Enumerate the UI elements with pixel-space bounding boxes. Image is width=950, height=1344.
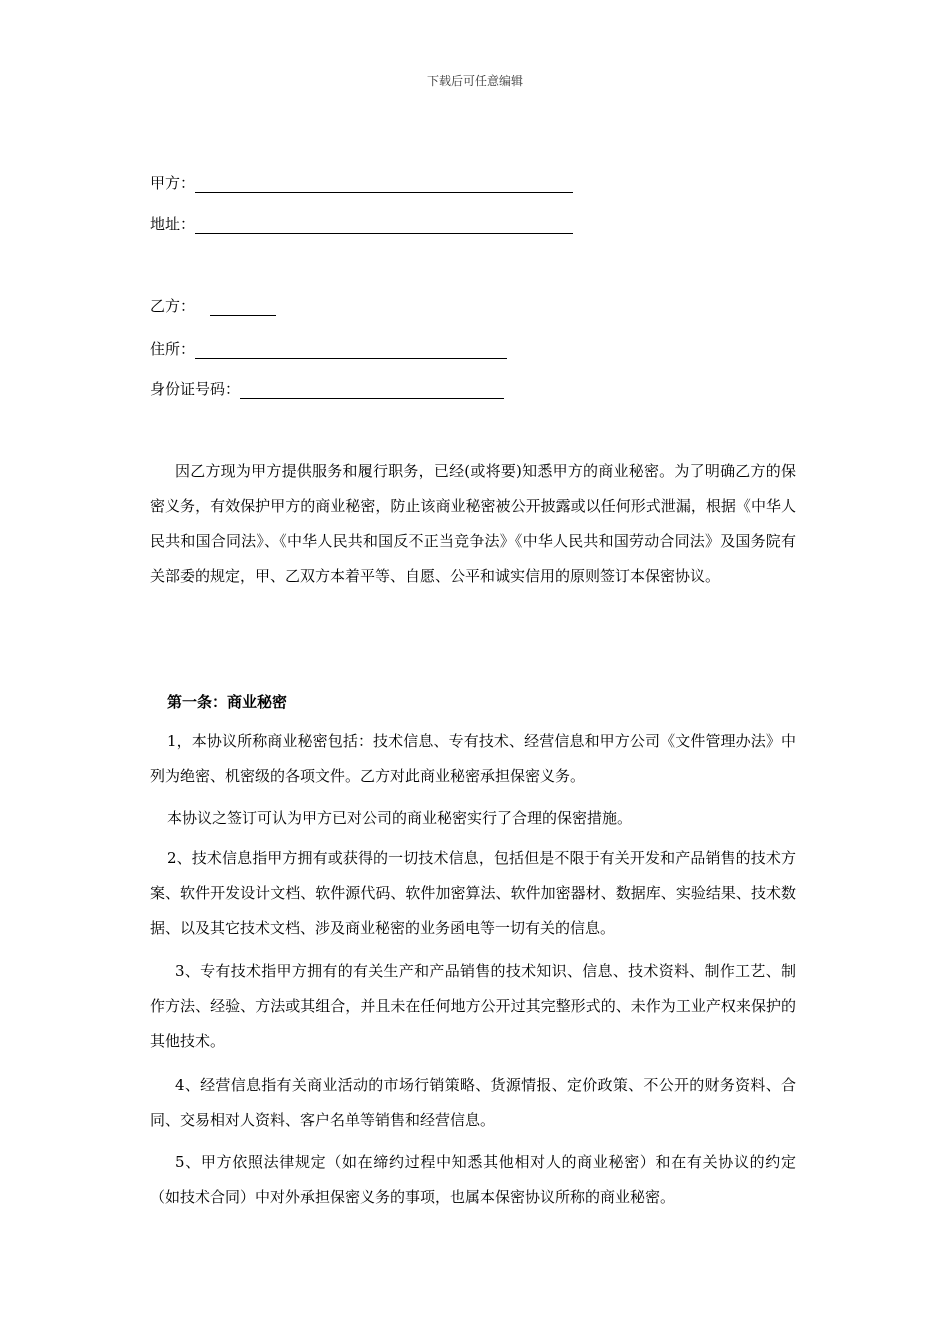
preamble-paragraph: 因乙方现为甲方提供服务和履行职务，已经(或将要)知悉甲方的商业秘密。为了明确乙方的保密义务，有效保护甲方的商业秘密，防止该商业秘密被公开披露或以任何形式泄漏，根据《中华人民共和国合同法》、《中华人民共和国反不正当竞争法》《中华人民共和国劳动合同法》及国务院有关部委的规定，甲、乙双方本着平等、自愿、公平和诚实信用的原则签订本保密协议。 xyxy=(150,462,796,585)
page-header: 下载后可任意编辑 xyxy=(426,74,523,88)
party-b-field xyxy=(150,296,276,316)
party-a-label: 甲方： xyxy=(150,174,196,192)
party-b-id-field xyxy=(150,379,504,399)
article1-title: 第一条：商业秘密 xyxy=(167,693,288,711)
clause-3: 3、专有技术指甲方拥有的有关生产和产品销售的技术知识、信息、技术资料、制作工艺、制作方法、经验、方法或其组合，并且未在任何地方公开过其完整形式的、未作为工业产权来保护的其他技术。 xyxy=(150,962,796,1050)
party-b-residence-blank xyxy=(195,340,507,359)
party-b-id-blank xyxy=(240,380,504,399)
party-a-address-blank xyxy=(195,215,573,234)
party-b-residence-label: 住所： xyxy=(150,340,196,358)
clause-1-note: 本协议之签订可认为甲方已对公司的商业秘密实行了合理的保密措施。 xyxy=(167,809,633,827)
party-a-field xyxy=(150,173,573,193)
party-b-residence-field xyxy=(150,339,507,359)
party-b-blank xyxy=(210,297,276,316)
clause-4: 4、经营信息指有关商业活动的市场行销策略、货源情报、定价政策、不公开的财务资料、合同、交易相对人资料、客户名单等销售和经营信息。 xyxy=(150,1076,796,1129)
party-b-label: 乙方： xyxy=(150,297,196,315)
clause-5: 5、甲方依照法律规定（如在缔约过程中知悉其他相对人的商业秘密）和在有关协议的约定（如技术合同）中对外承担保密义务的事项，也属本保密协议所称的商业秘密。 xyxy=(150,1153,796,1206)
party-a-address-label: 地址： xyxy=(150,215,196,233)
clause-2: 2、技术信息指甲方拥有或获得的一切技术信息，包括但是不限于有关开发和产品销售的技术方案、软件开发设计文档、软件源代码、软件加密算法、软件加密器材、数据库、实验结果、技术数据、以及其它技术文档、涉及商业秘密的业务函电等一切有关的信息。 xyxy=(150,849,796,937)
party-a-address-field xyxy=(150,214,573,234)
clause-1: 1，本协议所称商业秘密包括：技术信息、专有技术、经营信息和甲方公司《文件管理办法》中列为绝密、机密级的各项文件。乙方对此商业秘密承担保密义务。 xyxy=(150,732,796,785)
party-a-blank xyxy=(195,174,573,193)
party-b-id-label: 身份证号码： xyxy=(150,380,241,398)
